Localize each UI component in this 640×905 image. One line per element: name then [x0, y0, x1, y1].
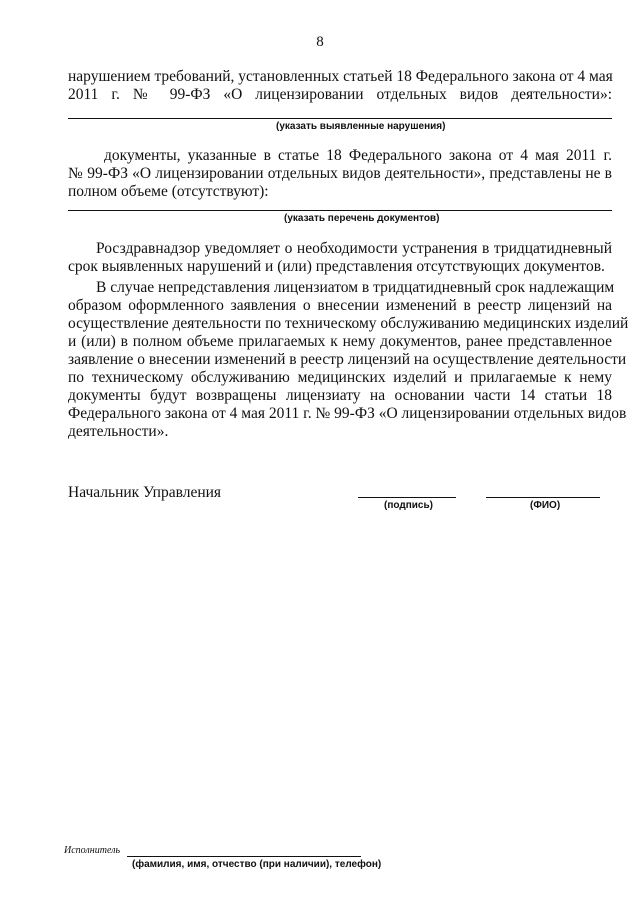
executor-line: [127, 856, 361, 857]
consequence-line-8: Федерального закона от 4 мая 2011 г. № 99-ФЗ «О лицензировании отдельных видов: [68, 405, 627, 422]
name-caption: (ФИО): [530, 500, 561, 511]
documents-line-2: № 99-ФЗ «О лицензировании отдельных видов деятельности», представлены не в: [68, 165, 612, 182]
consequence-line-2: образом оформленного заявления о внесении изменений в реестр лицензий на: [68, 297, 612, 314]
consequence-line-4: и (или) в полном объеме прилагаемых к нему документов, ранее представленное: [68, 333, 612, 350]
intro-line-1: нарушением требований, установленных статьей 18 Федерального закона от 4 мая: [68, 68, 613, 85]
documents-line-1: документы, указанные в статье 18 Федерального закона от 4 мая 2011 г.: [104, 147, 612, 164]
intro-line-2: 2011 г. № 99-ФЗ «О лицензировании отдельных видов деятельности»:: [68, 86, 612, 103]
documents-field-line: [68, 210, 612, 211]
notice-line-2: срок выявленных нарушений и (или) представления отсутствующих документов.: [68, 258, 605, 275]
signature-line: [358, 497, 456, 498]
consequence-line-5: заявление о внесении изменений в реестр лицензий на осуществление деятельности: [68, 351, 627, 368]
name-line: [486, 497, 600, 498]
documents-line-3: полном объеме (отсутствуют):: [68, 183, 269, 200]
consequence-line-3: осуществление деятельности по техническому обслуживанию медицинских изделий: [68, 315, 629, 332]
signatory-position: Начальник Управления: [68, 484, 222, 501]
violations-field-line: [68, 118, 612, 119]
consequence-line-6: по техническому обслуживанию медицинских изделий и прилагаемые к нему: [68, 369, 612, 386]
consequence-line-9: деятельности».: [68, 423, 169, 440]
consequence-line-7: документы будут возвращены лицензиату на основании части 14 статьи 18: [68, 387, 612, 404]
executor-label: Исполнитель: [64, 845, 121, 856]
signature-caption: (подпись): [384, 500, 433, 511]
documents-caption: (указать перечень документов): [284, 213, 440, 224]
consequence-line-1: В случае непредставления лицензиатом в тридцатидневный срок надлежащим: [96, 279, 615, 296]
executor-caption: (фамилия, имя, отчество (при наличии), телефон): [132, 859, 382, 870]
notice-line-1: Росздравнадзор уведомляет о необходимости устранения в тридцатидневный: [96, 240, 612, 257]
page-number: 8: [316, 34, 324, 50]
violations-caption: (указать выявленные нарушения): [276, 121, 446, 132]
